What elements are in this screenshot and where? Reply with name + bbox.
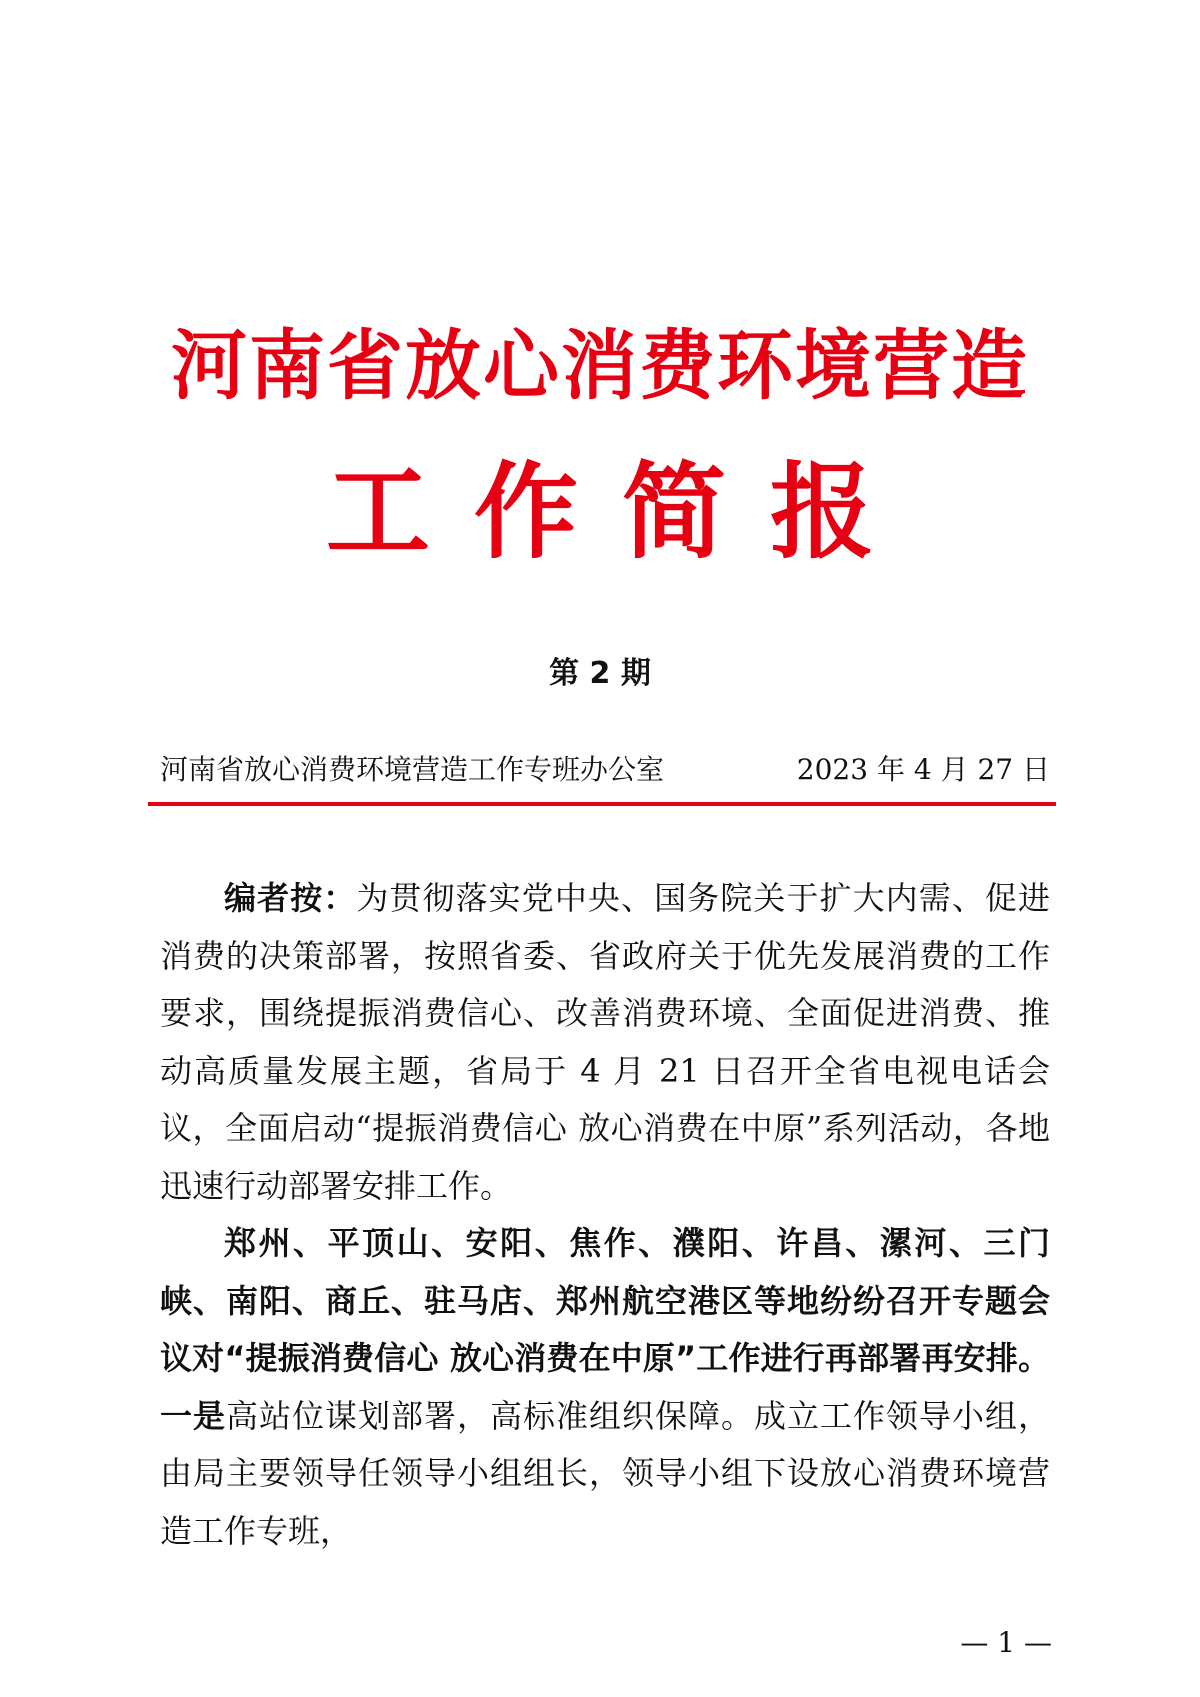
issue-number: 第 2 期 <box>549 656 651 691</box>
document-body <box>160 870 1050 1560</box>
editor-note-text: 为贯彻落实党中央、国务院关于扩大内需、促进消费的决策部署，按照省委、省政府关于优先发展消费的工作要求，围绕提振消费信心、改善消费环境、全面促进消费、推动高质量发展主题，省局于 4 月 21 日召开全省电视电话会议，全面启动“提振消费信心 放心消费在中原”系列活动，各地迅速行动部署安排工作。 <box>160 879 1050 1205</box>
bulletin-subtitle: 工作简报 <box>325 450 918 573</box>
point-marker: 一是 <box>160 1396 226 1435</box>
issuer-name: 河南省放心消费环境营造工作专班办公室 <box>160 753 665 786</box>
bulletin-title: 河南省放心消费环境营造 <box>171 321 1029 410</box>
paragraph-text: 成立工作领导小组，由局主要领导任领导小组组长，领导小组下设放心消费环境营造工作专班， <box>160 1396 1050 1550</box>
point-heading: 高站位谋划部署，高标准组织保障。 <box>226 1396 754 1435</box>
red-separator-line <box>148 802 1056 806</box>
editor-note-label: 编者按： <box>224 879 357 917</box>
issuer-row <box>160 750 1050 790</box>
page-number: — 1 — <box>960 1626 1052 1659</box>
body-paragraph <box>160 1215 1050 1560</box>
paragraph-lead-bold: 郑州、平顶山、安阳、焦作、濮阳、许昌、漯河、三门峡、南阳、商丘、驻马店、郑州航空港区等地纷纷召开专题会议对“提振消费信心 放心消费在中原”工作进行再部署再安排。 <box>160 1224 1050 1377</box>
issue-date: 2023 年 4 月 27 日 <box>796 753 1050 786</box>
editor-note-paragraph <box>160 870 1050 1215</box>
